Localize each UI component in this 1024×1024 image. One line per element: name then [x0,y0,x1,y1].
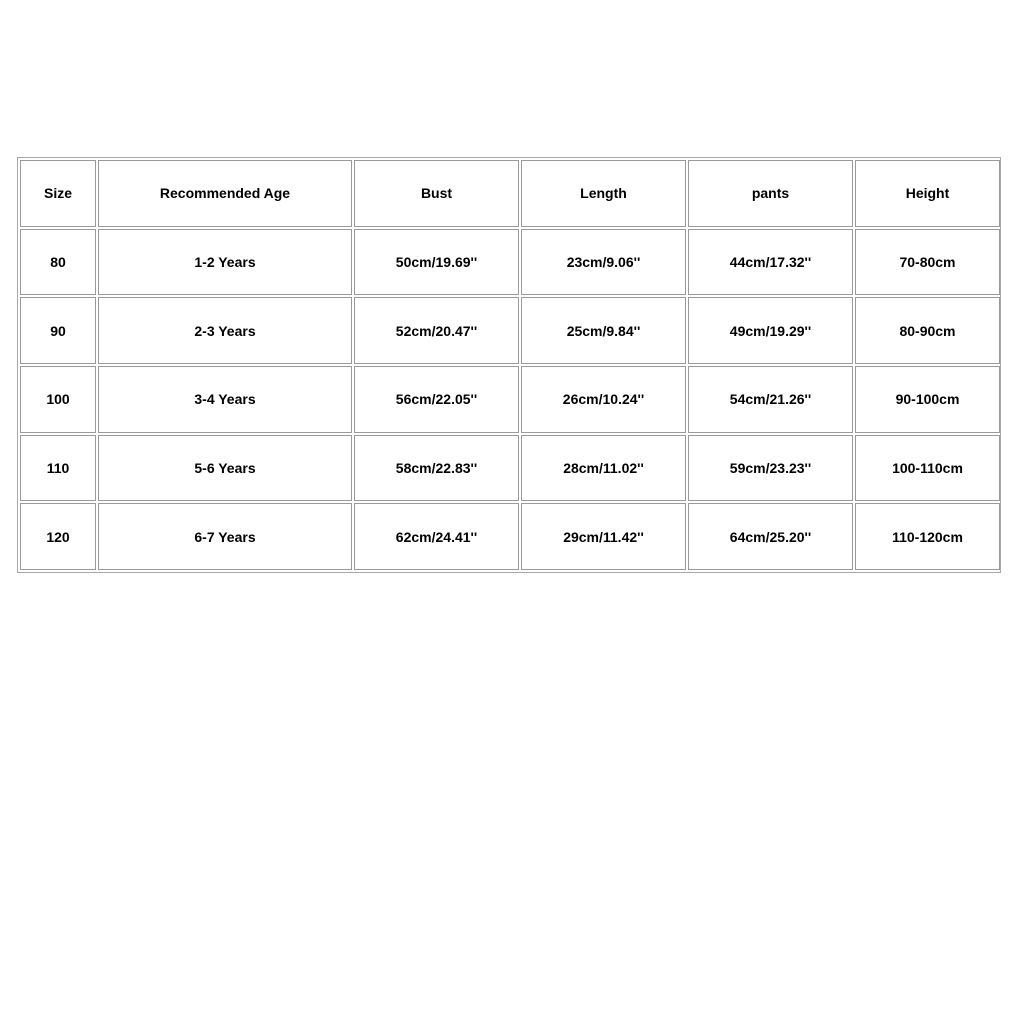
table-row [20,229,1000,296]
cell-length: 23cm/9.06'' [521,229,686,296]
cell-pants: 49cm/19.29'' [688,297,853,364]
header-height: Height [855,160,1000,227]
table-row [20,503,1000,570]
cell-bust: 50cm/19.69'' [354,229,519,296]
size-chart-table-container [17,157,1001,573]
cell-height: 70-80cm [855,229,1000,296]
cell-age: 5-6 Years [98,435,352,502]
cell-size: 80 [20,229,96,296]
cell-height: 80-90cm [855,297,1000,364]
cell-size: 90 [20,297,96,364]
cell-bust: 58cm/22.83'' [354,435,519,502]
table-header-row [20,160,1000,227]
table-row [20,366,1000,433]
cell-age: 6-7 Years [98,503,352,570]
header-bust: Bust [354,160,519,227]
cell-length: 25cm/9.84'' [521,297,686,364]
table-row [20,297,1000,364]
table-row [20,435,1000,502]
header-size: Size [20,160,96,227]
header-length: Length [521,160,686,227]
cell-pants: 64cm/25.20'' [688,503,853,570]
size-chart-table [18,158,1002,572]
cell-length: 26cm/10.24'' [521,366,686,433]
cell-height: 90-100cm [855,366,1000,433]
cell-size: 100 [20,366,96,433]
cell-bust: 56cm/22.05'' [354,366,519,433]
cell-pants: 44cm/17.32'' [688,229,853,296]
cell-age: 1-2 Years [98,229,352,296]
cell-bust: 52cm/20.47'' [354,297,519,364]
cell-age: 2-3 Years [98,297,352,364]
cell-height: 110-120cm [855,503,1000,570]
header-pants: pants [688,160,853,227]
cell-pants: 54cm/21.26'' [688,366,853,433]
cell-length: 29cm/11.42'' [521,503,686,570]
cell-pants: 59cm/23.23'' [688,435,853,502]
cell-age: 3-4 Years [98,366,352,433]
cell-bust: 62cm/24.41'' [354,503,519,570]
cell-length: 28cm/11.02'' [521,435,686,502]
cell-size: 120 [20,503,96,570]
cell-size: 110 [20,435,96,502]
header-age: Recommended Age [98,160,352,227]
cell-height: 100-110cm [855,435,1000,502]
